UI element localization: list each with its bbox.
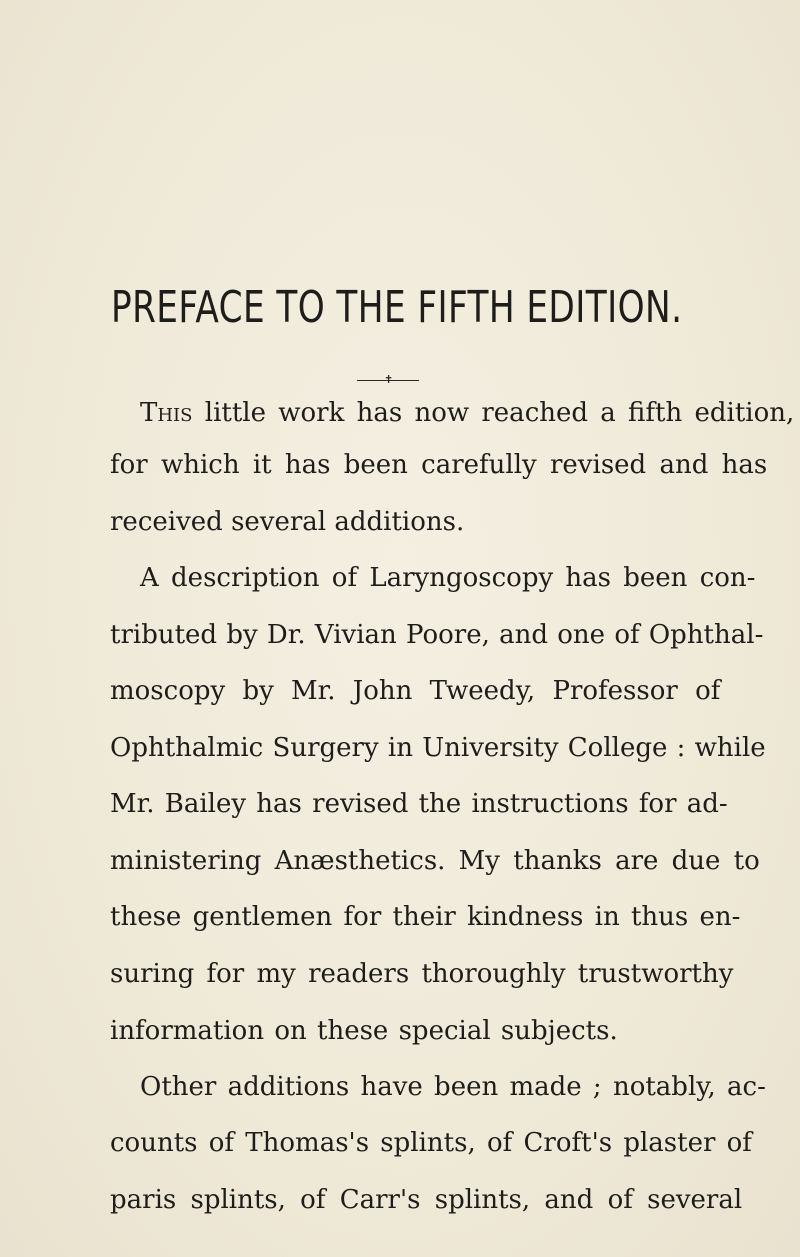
body-line: A description of Laryngoscopy has been con- [140, 563, 756, 593]
body-line: Mr. Bailey has revised the instructions for ad- [110, 789, 728, 819]
body-line: paris splints, of Carr's splints, and of several [110, 1185, 743, 1215]
body-line: suring for my readers thoroughly trustworthy [110, 959, 734, 989]
body-line: Ophthalmic Surgery in University College : while [110, 733, 766, 763]
line-text: little work has now reached a fifth edition, [192, 398, 795, 428]
body-line: moscopy by Mr. John Tweedy, Professor of [110, 676, 721, 706]
body-line: counts of Thomas's splints, of Croft's plaster of [110, 1128, 752, 1158]
body-line: these gentlemen for their kindness in thus en- [110, 902, 741, 932]
body-line: ministering Anæsthetics. My thanks are due to [110, 846, 760, 876]
opening-word: This [140, 398, 193, 428]
cross-ornament-icon: ✝ [384, 373, 394, 386]
body-line [140, 398, 794, 428]
body-line: Other additions have been made ; notably, ac- [140, 1072, 766, 1102]
body-line: received several additions. [110, 507, 465, 537]
preface-title: PREFACE TO THE FIFTH EDITION. [110, 282, 683, 333]
body-line: for which it has been carefully revised and has [110, 450, 768, 480]
body-line: tributed by Dr. Vivian Poore, and one of Ophthal- [110, 620, 764, 650]
body-line: information on these special subjects. [110, 1016, 618, 1046]
title-ornament [357, 374, 419, 386]
